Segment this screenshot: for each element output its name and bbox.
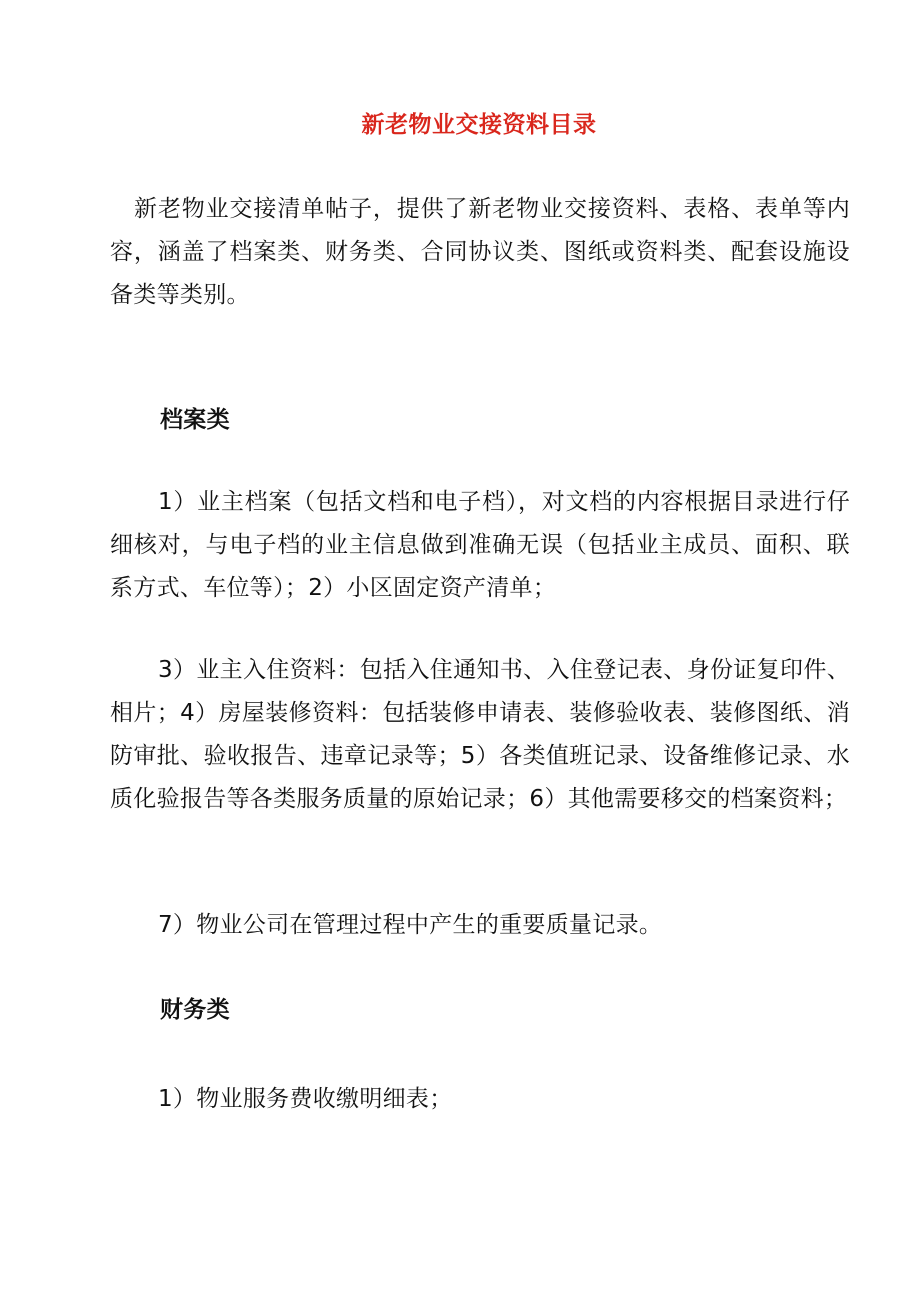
document-title: 新老物业交接资料目录 [361,112,597,138]
intro-paragraph: 新老物业交接清单帖子，提供了新老物业交接资料、表格、表单等内容，涵盖了档案类、财务类、合同协议类、图纸或资料类、配套设施设备类等类别。 [110,196,850,308]
section-heading-archives: 档案类 [160,407,230,433]
archives-paragraph-1: 1）业主档案（包括文档和电子档），对文档的内容根据目录进行仔细核对，与电子档的业主信息做到准确无误（包括业主成员、面积、联系方式、车位等）；2）小区固定资产清单； [110,489,850,601]
archives-paragraph-3: 7）物业公司在管理过程中产生的重要质量记录。 [158,912,663,938]
finance-paragraph-1: 1）物业服务费收缴明细表； [158,1086,453,1112]
archives-paragraph-2: 3）业主入住资料：包括入住通知书、入住登记表、身份证复印件、相片；4）房屋装修资料：包括装修申请表、装修验收表、装修图纸、消防审批、验收报告、违章记录等；5）各类值班记录、设备维修记录、水质化验报告等各类服务质量的原始记录；6）其他需要移交的档案资料； [110,657,850,812]
section-heading-finance: 财务类 [160,997,230,1023]
